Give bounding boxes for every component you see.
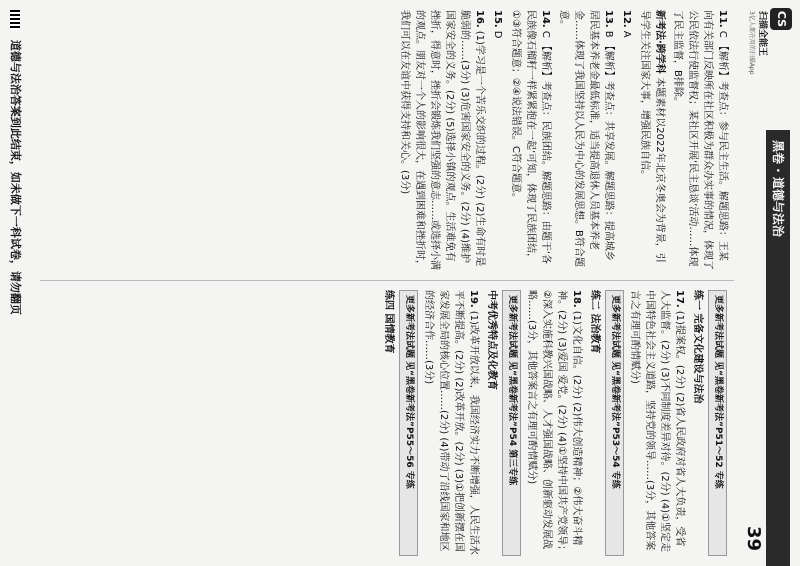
answer-item <box>508 10 553 270</box>
footer-text: 道德与法治答案到此结束，如未做下一科试卷，请勿翻页 <box>9 39 22 315</box>
subject-banner: 黑卷 · 道德与法治 <box>766 130 790 566</box>
answer-item <box>556 10 616 270</box>
answer-text: (1)改革开放以来，我国经济实力不断增强，人民生活水平不断提高。(2分) (2)改革开放。(2分) (3)①把创新摆在国家发展全局的核心位置……(2分) (4)带动了沿线国家和地区的经济合作……(3分) <box>423 290 479 555</box>
question-number: 11. <box>717 10 728 28</box>
question-number: 17. <box>674 290 685 308</box>
scanner-name: 扫描全能王 <box>757 11 767 57</box>
question-number: 13. <box>603 10 614 28</box>
answer-item <box>637 10 667 270</box>
question-number: 19. <box>468 290 479 308</box>
left-column <box>40 10 730 270</box>
more-practice-box: 更多新考法试题 见“黑卷新考法”P55～56 专练 <box>399 290 418 556</box>
question-number: 12. <box>621 10 632 28</box>
section-subtitle: 练一 完备文化建设与法治 <box>692 290 703 404</box>
section-subtitle: 练四 国情教育 <box>383 290 394 354</box>
question-number: 16. <box>474 10 485 28</box>
answer-item <box>421 290 481 556</box>
answer-text: D <box>492 30 503 39</box>
scanner-watermark <box>748 8 792 98</box>
answer-item <box>670 10 730 270</box>
page-number: 39 <box>743 526 764 552</box>
more-practice-box: 更多新考法试题 见“黑卷新考法”P54 第三专练 <box>502 290 521 556</box>
answer-item <box>490 10 505 270</box>
scanner-tagline: 3亿人都在用的扫描App <box>748 11 755 75</box>
answer-text: (1)提案权。(2分) (2)省人民政府对省人大负责，受省人大监督。(2分) (3)不同制度差异对待。(2分) (4)①坚定走中国特色社会主义道路，坚持党的领导……(3分，其他答案言之有理可酌情赋分) <box>629 290 685 552</box>
section-subtitle: 练二 法治教育 <box>589 290 600 354</box>
note-label: 新考法·跨学科 <box>654 10 665 78</box>
section-subtitle: 中考优秀特点及化教育 <box>486 290 497 390</box>
answer-text: B 【解析】考查点：共享发展。解题思路：提高城乡居民基本养老金最低标准，适当提高退休人员基本养老金……体现了我国坚持以人民为中心的发展思想。B符合题意。 <box>558 10 614 267</box>
answer-item <box>627 290 687 556</box>
answer-text: 本题素材以2022年北京冬奥会为背景，引导学生关注国家大事，增强民族自信。 <box>639 10 665 263</box>
answer-text: (1)学习是一个苦乐交织的过程。(2分) (2)生命有时是脆弱的……(3分) (3)危害国家安全的义务。(2分) (4)维护国家安全的义务。(2分) (5)选择小镇的观点。生活难免有挫折，得意时，挫折会锻炼我们坚强的意志……或选择小满的观点。朋友对一个人的影响很大，在遇到困难和挫折时，我们可以在友谊中获得支持和关心。(3分) <box>399 10 485 270</box>
question-number: 15. <box>492 10 503 28</box>
more-practice-box: 更多新考法试题 见“黑卷新考法”P53～54 专练 <box>605 290 624 556</box>
answer-text: C 【解析】考查点：民族团结。解题思路：由题干‘各民族像石榴籽一样紧紧抱在一起’可知，体现了民族团结，①③符合题意；②④说法错误。C符合题意。 <box>510 10 551 265</box>
answer-text: (1)文化自信。(2分) (2)伟大创造精神；②伟大奋斗精神。(2分) (3)爱国 爱党。(2分) (4)①坚持中国共产党领导；②深入实施科教兴国战略、人才强国战略、创新驱动发展战略……(3分，其他答案言之有理可酌情赋分) <box>526 290 582 556</box>
answer-item <box>619 10 634 270</box>
answer-text: A <box>621 30 632 38</box>
page-footer <box>8 10 24 556</box>
answer-item <box>397 10 487 270</box>
more-practice-box: 更多新考法试题 见“黑卷新考法”P51～52 专练 <box>708 290 727 556</box>
right-column <box>40 290 730 556</box>
barcode-icon <box>10 10 20 30</box>
question-number: 18. <box>571 290 582 308</box>
scanner-logo-icon: CS <box>770 8 792 30</box>
answer-item <box>524 290 584 556</box>
question-number: 14. <box>540 10 551 28</box>
column-divider <box>40 280 734 281</box>
answer-text: C 【解析】考查点：参与民主生活。解题思路：王某向有关部门反映所在社区积极为群众办实事的情况，体现了公民依法行使监督权；某社区开展‘民主恳谈’活动……体现了民主监督，B排除。 <box>672 10 728 270</box>
